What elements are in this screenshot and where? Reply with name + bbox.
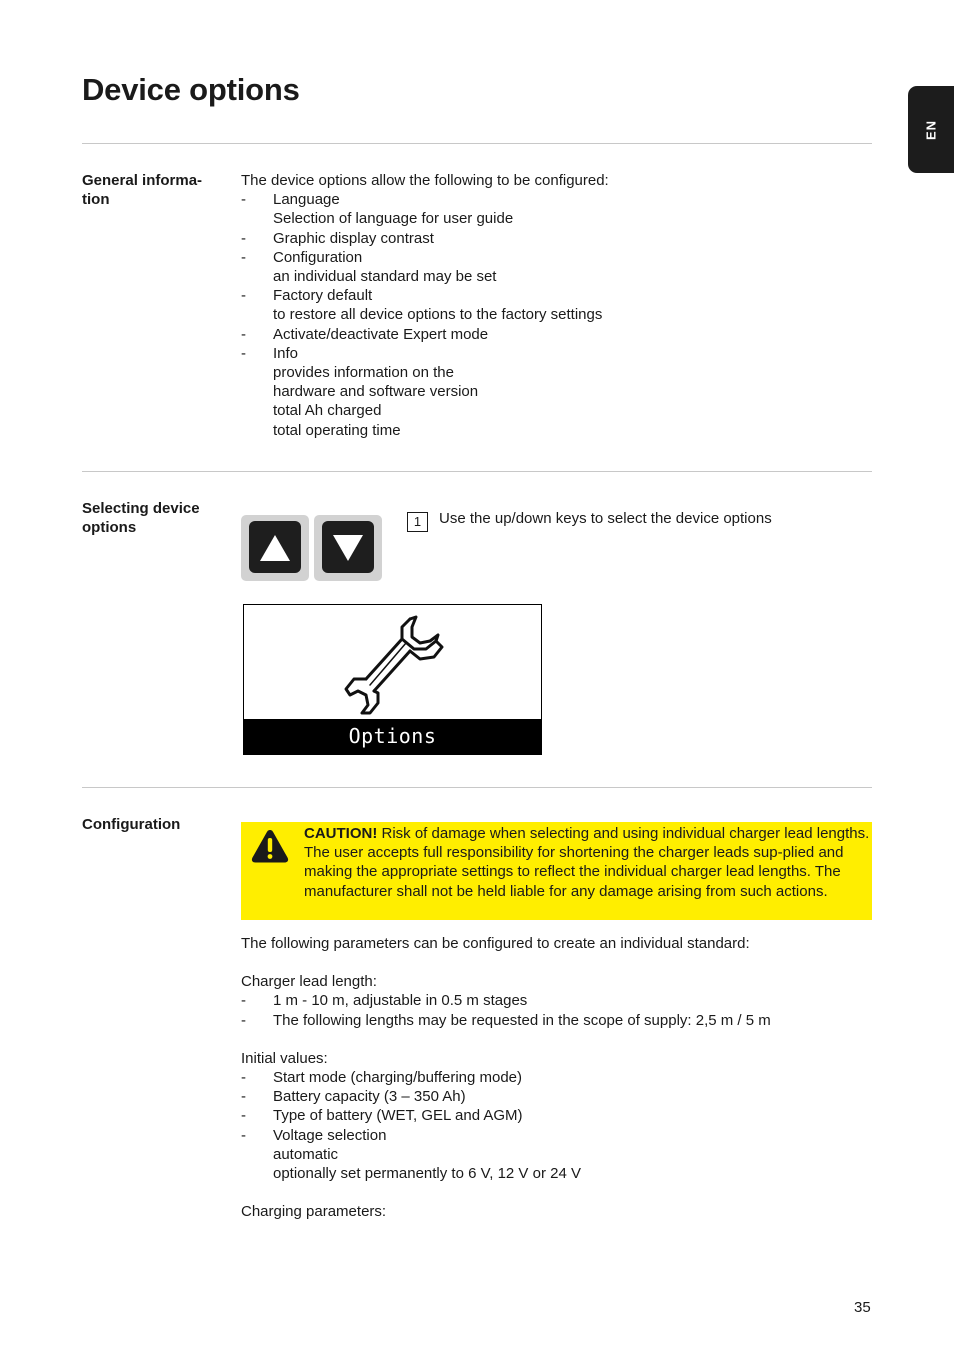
initial-heading: Initial values: [241, 1049, 328, 1067]
list-item-label: - Start mode (charging/buffering mode) [273, 1069, 523, 1087]
wrench-icon [340, 613, 450, 715]
caution-box [241, 822, 872, 920]
section-heading-general: General informa- tion [82, 172, 203, 208]
charging-heading: Charging parameters: [241, 1203, 387, 1221]
lead-length-list [241, 991, 871, 1029]
caution-label: CAUTION! [304, 825, 378, 842]
list-item-label: - Info [273, 344, 299, 362]
general-options-list [241, 190, 861, 440]
section-heading-configuration: Configuration [82, 816, 181, 833]
page-number: 35 [854, 1299, 871, 1316]
list-item-label: - Graphic display contrast [273, 229, 434, 247]
list-item [241, 1011, 871, 1030]
list-item-label: - Voltage selection [273, 1126, 387, 1144]
list-item-detail: automatic [273, 1145, 339, 1163]
list-item-label: - Battery capacity (3 – 350 Ah) [273, 1088, 466, 1106]
list-item-detail: an individual standard may be set [273, 268, 497, 286]
caution-text [304, 824, 876, 901]
list-item-label: - Configuration [273, 248, 363, 266]
list-item-label: - Type of battery (WET, GEL and AGM) [273, 1107, 523, 1125]
list-item-detail: total Ah charged [273, 402, 382, 420]
list-item [241, 248, 861, 286]
list-item [241, 1106, 871, 1125]
display-label-bar [244, 719, 541, 754]
divider [82, 143, 872, 144]
divider [82, 787, 872, 788]
language-tab [908, 86, 954, 173]
display-screen [243, 604, 542, 755]
list-item-label: - Factory default [273, 287, 373, 305]
list-item-label: - The following lengths may be requested in the scope of supply: 2,5 m / 5 m [273, 1011, 771, 1029]
list-item [241, 190, 861, 228]
down-key[interactable] [314, 515, 382, 581]
down-arrow-icon [322, 521, 374, 573]
divider [82, 471, 872, 472]
general-intro: The device options allow the following to be configured: [241, 172, 609, 189]
lead-heading: Charger lead length: [241, 973, 377, 991]
section-heading-selecting: Selecting device options [82, 500, 200, 536]
list-item [241, 229, 861, 248]
step-number: 1 [407, 512, 428, 532]
list-item-detail: hardware and software version [273, 383, 479, 401]
list-item-detail: optionally set permanently to 6 V, 12 V or 24 V [273, 1165, 581, 1183]
caution-body: Risk of damage when selecting and using individual charger lead lengths. The user accepts full responsibility for shortening the charger leads sup-plied and making the appropriate settings to reflect the individual charger lead lengths. The manufacturer shall not be held liable for any damage arising from such actions. [304, 825, 870, 900]
warning-icon [250, 828, 290, 864]
list-item [241, 286, 861, 324]
list-item-detail: Selection of language for user guide [273, 210, 514, 228]
configuration-intro: The following parameters can be configured to create an individual standard: [241, 935, 750, 952]
list-item-label: - Language [273, 191, 340, 209]
list-item-label: - Activate/deactivate Expert mode [273, 325, 489, 343]
list-item [241, 991, 871, 1010]
list-item [241, 344, 861, 440]
page-title: Device options [82, 72, 300, 107]
list-item-detail: provides information on the [273, 364, 454, 382]
step-instruction: Use the up/down keys to select the device options [439, 510, 772, 527]
language-tab-label: EN [923, 119, 939, 140]
display-label: Options [348, 724, 437, 748]
up-arrow-icon [249, 521, 301, 573]
list-item [241, 1068, 871, 1087]
configuration-body [241, 934, 871, 1221]
list-item [241, 1087, 871, 1106]
list-item [241, 1126, 871, 1184]
list-item-label: - 1 m - 10 m, adjustable in 0.5 m stages [273, 992, 528, 1010]
general-section [241, 171, 861, 440]
up-key[interactable] [241, 515, 309, 581]
list-item-detail: total operating time [273, 421, 401, 439]
initial-values-list [241, 1068, 871, 1183]
list-item-detail: to restore all device options to the factory settings [273, 306, 603, 324]
list-item [241, 325, 861, 344]
